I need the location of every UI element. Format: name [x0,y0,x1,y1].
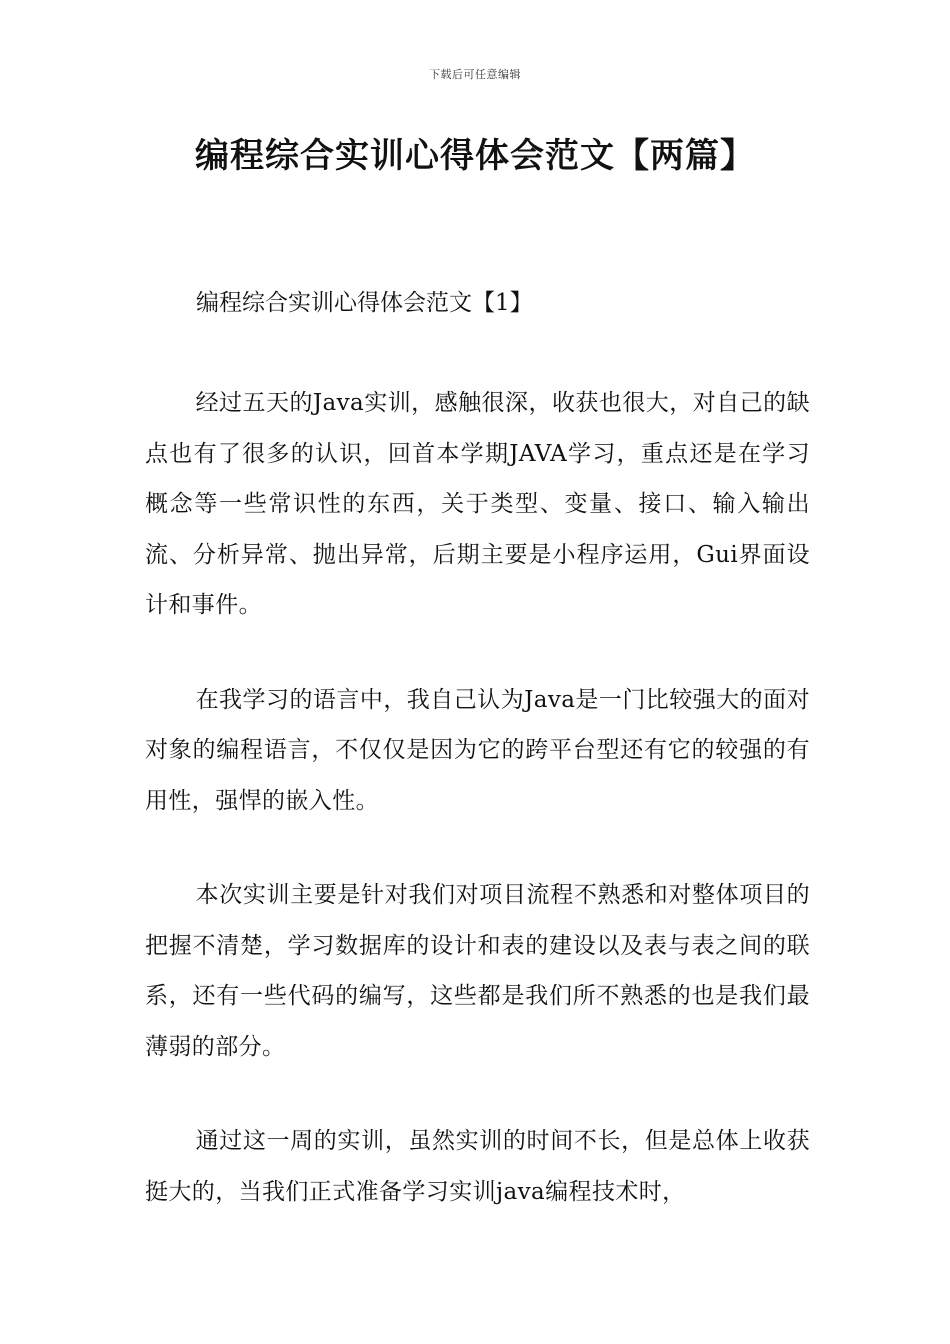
paragraph: 在我学习的语言中，我自己认为Java是一门比较强大的面对对象的编程语言，不仅仅是因为它的跨平台型还有它的较强的有用性，强悍的嵌入性。 [145,686,810,814]
section-heading: 编程综合实训心得体会范文【1】 [196,290,533,316]
paragraph: 经过五天的Java实训，感触很深，收获也很大，对自己的缺点也有了很多的认识，回首本学期JAVA学习，重点还是在学习概念等一些常识性的东西，关于类型、变量、接口、输入输出流、分析异常、抛出异常，后期主要是小程序运用，Gui界面设计和事件。 [145,390,810,618]
header-note: 下载后可任意编辑 [429,68,521,81]
paragraph: 本次实训主要是针对我们对项目流程不熟悉和对整体项目的把握不清楚，学习数据库的设计和表的建设以及表与表之间的联系，还有一些代码的编写，这些都是我们所不熟悉的也是我们最薄弱的部分。 [145,882,810,1060]
document-title: 编程综合实训心得体会范文【两篇】 [195,136,755,176]
document-body [145,378,810,1261]
paragraph: 通过这一周的实训，虽然实训的时间不长，但是总体上收获挺大的，当我们正式准备学习实训java编程技术时， [145,1128,810,1205]
